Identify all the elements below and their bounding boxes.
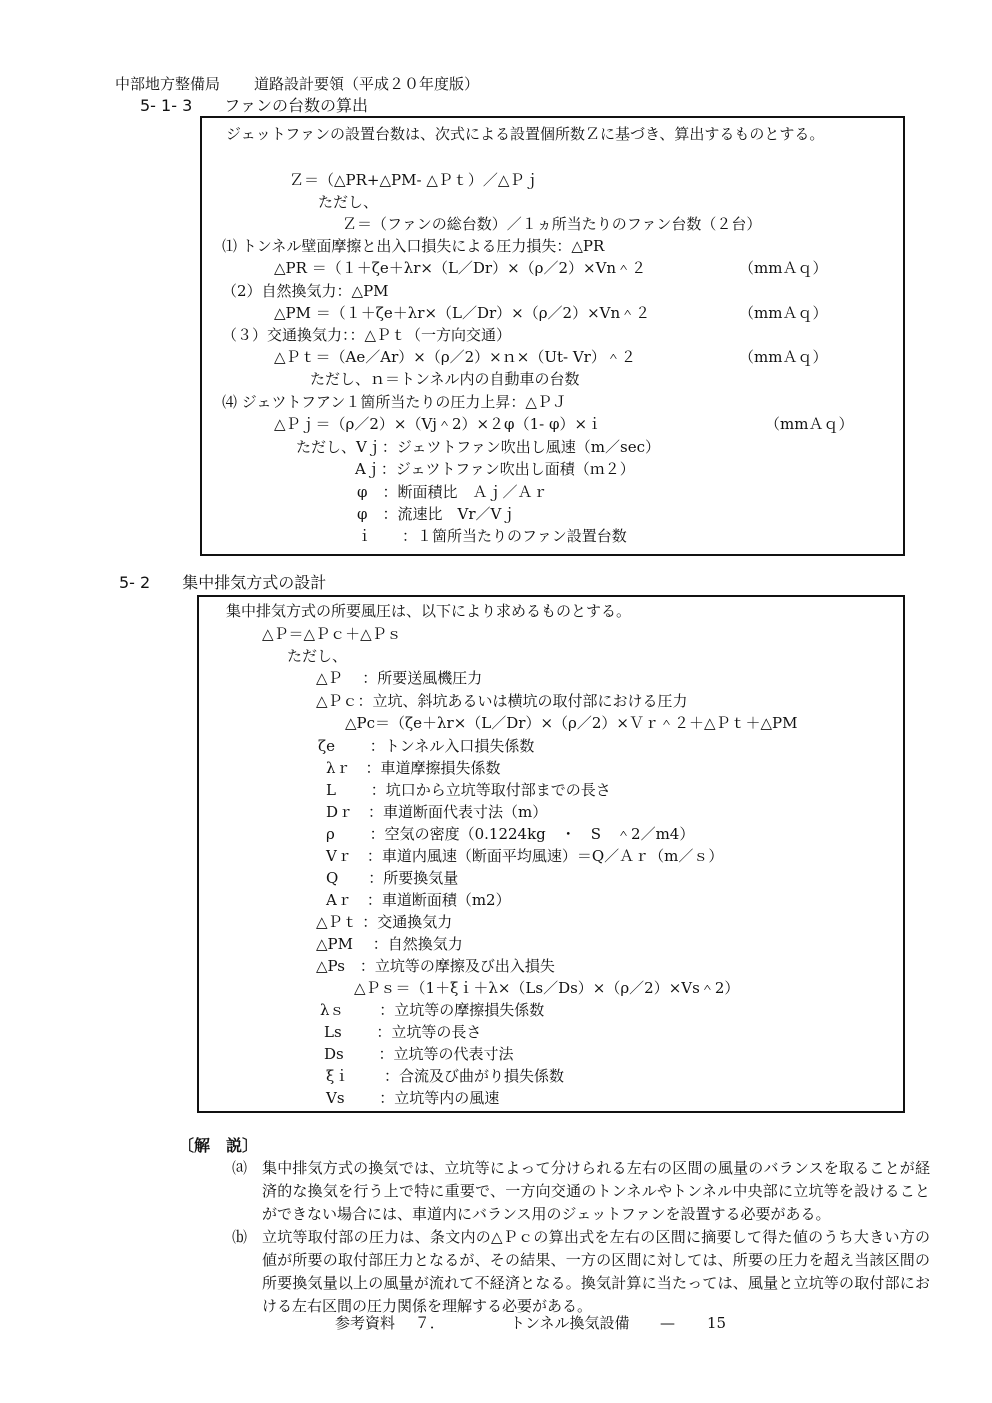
sec1-line: ただし、 bbox=[318, 193, 379, 211]
sec2-line: △PM ：自然換気力 bbox=[316, 935, 463, 953]
sec2-line: L ：坑口から立坑等取付部までの長さ bbox=[326, 781, 611, 799]
sec1-line: △Ｐｊ＝（ρ／2）×（Vj＾2）×２φ（1‐ φ）×ｉ bbox=[274, 415, 603, 433]
commentary-heading: 〔解 説〕 bbox=[178, 1136, 259, 1155]
sec2-line: △Pc＝（ζe＋λr×（L／Dr）×（ρ／2）×Ｖｒ＾２＋△Ｐｔ＋△PM bbox=[345, 714, 798, 732]
sec2-line: △Ps ：立坑等の摩擦及び出入損失 bbox=[316, 957, 555, 975]
sec1-line: △PM ＝（１＋ζe＋λr×（L／Dr）×（ρ／2）×Vn＾２ bbox=[274, 304, 651, 322]
sec1-line: △Ｐｔ＝（Ae／Ar）×（ρ／2）×ｎ×（Ut‐ Vr）＾２ bbox=[274, 348, 636, 366]
sec1-line: ⑴ トンネル壁面摩擦と出入口損失による圧力損失：△PR bbox=[222, 237, 605, 255]
sec2-line: △Ｐ ：所要送風機圧力 bbox=[316, 669, 483, 687]
sec1-line: △PR ＝（１＋ζe＋λr×（L／Dr）×（ρ／2）×Vn＾２ bbox=[274, 259, 647, 277]
sec1-line: （2）自然換気力：△PM bbox=[222, 282, 389, 300]
sec1-line: ジェットファンの設置台数は、次式による設置個所数Ｚに基づき、算出するものとする。 bbox=[226, 125, 825, 143]
sec1-unit: （mmＡｑ） bbox=[765, 415, 854, 433]
sec1-line: ｉ ：１箇所当たりのファン設置台数 bbox=[357, 527, 627, 545]
sec2-line: Aｒ ：車道断面積（m2） bbox=[326, 891, 511, 909]
sec2-line: △Ｐｃ：立坑、斜坑あるいは横坑の取付部における圧力 bbox=[316, 692, 688, 710]
sec2-line: ξｉ ：合流及び曲がり損失係数 bbox=[326, 1067, 565, 1085]
sec2-line: Vｒ ：車道内風速（断面平均風速）＝Q／Ａｒ（m／ｓ） bbox=[326, 847, 724, 865]
sec2-line: Q ：所要換気量 bbox=[326, 869, 459, 887]
footer-chapter: トンネル換気設備 bbox=[510, 1314, 630, 1332]
sec2-line: △Ｐｔ ：交通換気力 bbox=[316, 913, 453, 931]
sec1-unit: （mmＡｑ） bbox=[739, 304, 828, 322]
commentary-mark-b: ⒝ bbox=[232, 1228, 248, 1246]
sec2-line: λｓ ：立坑等の摩擦損失係数 bbox=[320, 1001, 545, 1019]
commentary-paragraph-b: 立坑等取付部の圧力は、条文内の△Ｐｃの算出式を左右の区間に摘要して得た値のうち大きい方の値が所要の取付部圧力となるが、その結果、一方の区間に対しては、所要の圧力を超え当該区間の所要換気量以上の風量が流れて不経済となる。換気計算に当たっては、風量と立坑等の取付部における左右区間の圧力関係を理解する必要がある。 bbox=[262, 1228, 930, 1315]
sec1-line: φ ：流速比 Vr／Vｊ bbox=[357, 505, 517, 523]
section-title-5-2: 5‐ 2 集中排気方式の設計 bbox=[119, 573, 327, 592]
section-title-5-1-3: 5‐ 1‐ 3 ファンの台数の算出 bbox=[140, 96, 368, 115]
commentary-mark-a: ⒜ bbox=[232, 1159, 248, 1177]
sec1-line: Ｚ＝（△PR+△PM‐ △Ｐｔ）／△Ｐｊ bbox=[289, 171, 540, 189]
sec1-unit: （mmＡｑ） bbox=[739, 259, 828, 277]
header-org: 中部地方整備局 bbox=[115, 75, 221, 93]
sec2-line: △Ｐ＝△Ｐｃ＋△Ｐｓ bbox=[262, 625, 402, 643]
sec2-line: λｒ ：車道摩擦損失係数 bbox=[326, 759, 501, 777]
commentary-paragraph-a: 集中排気方式の換気では、立坑等によって分けられる左右の区間の風量のバランスを取ることが経済的な換気を行う上で特に重要で、一方向交通のトンネルやトンネル中央部に立坑等を設けることができない場合には、車道内にバランス用のジェットファンを設置する必要がある。 bbox=[262, 1159, 930, 1223]
sec1-line: ただし、ｎ＝トンネル内の自動車の台数 bbox=[310, 370, 580, 388]
sec2-line: Vs ：立坑等内の風速 bbox=[326, 1089, 500, 1107]
footer-dash: — bbox=[660, 1314, 675, 1332]
sec1-line: ただし、Vｊ：ジェツトファン吹出し風速（m／sec） bbox=[296, 438, 660, 456]
sec2-line: Dｒ ：車道断面代表寸法（m） bbox=[326, 803, 548, 821]
sec2-line: Ls ：立坑等の長さ bbox=[324, 1023, 482, 1041]
sec1-line: φ ：断面積比 Ａｊ／Ａｒ bbox=[357, 483, 548, 501]
header-doc-title: 道路設計要領（平成２０年度版） bbox=[254, 75, 480, 93]
sec2-line: ただし、 bbox=[287, 647, 348, 665]
sec1-line: Aｊ：ジェツトファン吹出し面積（ｍ２） bbox=[355, 460, 635, 478]
sec2-line: Ds ：立坑等の代表寸法 bbox=[324, 1045, 514, 1063]
sec2-line: △Ｐｓ＝（1＋ξｉ＋λ×（Ls／Ds）×（ρ／2）×Vs＾2） bbox=[354, 979, 740, 997]
sec1-line: ⑷ ジェツトフアン１箇所当たりの圧力上昇：△ＰＪ bbox=[222, 393, 567, 411]
sec2-line: ρ ：空気の密度（0.1224kg ・ S ＾2／m4） bbox=[326, 825, 695, 843]
sec1-line: （３）交通換気力：：△Ｐｔ（一方向交通） bbox=[222, 326, 512, 344]
sec1-unit: （mmＡｑ） bbox=[739, 348, 828, 366]
footer-label: 参考資料 ７． bbox=[335, 1314, 445, 1332]
page-number: 15 bbox=[707, 1314, 727, 1332]
sec2-line: ζe ：トンネル入口損失係数 bbox=[318, 737, 535, 755]
sec2-line: 集中排気方式の所要風圧は、以下により求めるものとする。 bbox=[226, 602, 632, 620]
sec1-line: Ｚ＝（ファンの総台数）／１ヵ所当たりのファン台数（２台） bbox=[342, 215, 762, 233]
